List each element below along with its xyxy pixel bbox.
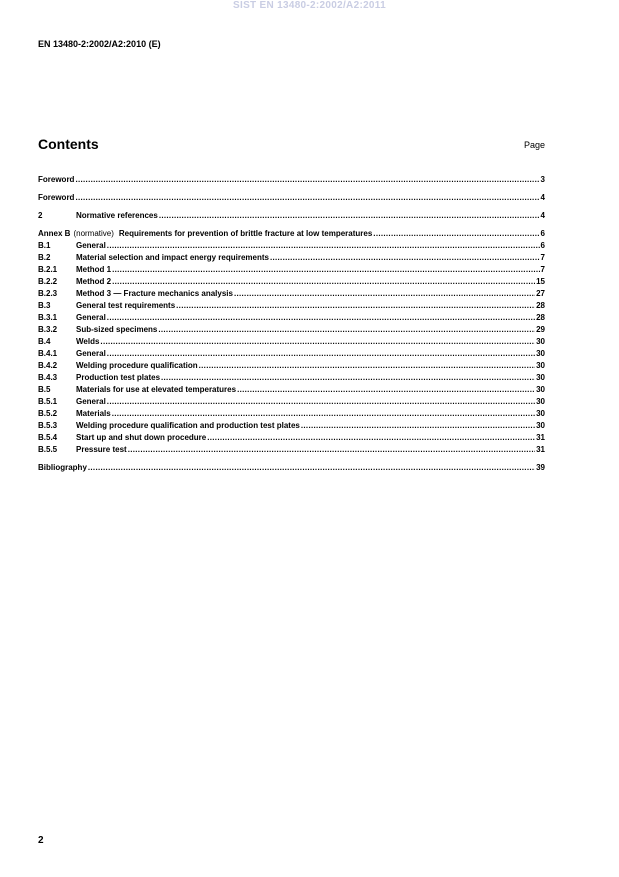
watermark-text: SIST EN 13480-2:2002/A2:2011 xyxy=(233,0,386,11)
toc-entry-b2-2[interactable] xyxy=(38,276,545,288)
toc-entry-title: General xyxy=(76,313,106,322)
toc-entry-number: B.5 xyxy=(38,385,51,394)
toc-leader-dots xyxy=(161,372,535,384)
toc-entry-page: 3 xyxy=(540,175,545,184)
toc-leader-dots xyxy=(75,174,539,186)
toc-entry-title: Sub-sized specimens xyxy=(76,325,158,334)
toc-entry-b5-3[interactable] xyxy=(38,420,545,432)
toc-entry-page: 39 xyxy=(536,463,545,472)
toc-entry-page: 28 xyxy=(536,313,545,322)
toc-entry-number: B.4.3 xyxy=(38,373,58,382)
toc-leader-dots xyxy=(112,276,535,288)
toc-entry-page: 30 xyxy=(536,373,545,382)
toc-entry-number: B.4.1 xyxy=(38,349,58,358)
toc-entry-page: 28 xyxy=(536,301,545,310)
toc-entry-number: B.3.1 xyxy=(38,313,58,322)
toc-entry-number: Annex B xyxy=(38,229,71,238)
toc-entry-foreword-2[interactable] xyxy=(38,192,545,204)
toc-leader-dots xyxy=(301,420,535,432)
toc-entry-page: 6 xyxy=(540,229,545,238)
page-column-label: Page xyxy=(523,140,545,150)
toc-entry-title: Method 3 — Fracture mechanics analysis xyxy=(76,289,233,298)
toc-entry-bibliography[interactable] xyxy=(38,462,545,474)
toc-leader-dots xyxy=(176,300,535,312)
toc-leader-dots xyxy=(88,462,535,474)
toc-entry-foreword[interactable] xyxy=(38,174,545,186)
toc-entry-title: Normative references xyxy=(76,211,158,220)
toc-entry-page: 31 xyxy=(536,433,545,442)
toc-entry-page: 27 xyxy=(536,289,545,298)
toc-leader-dots xyxy=(75,192,539,204)
toc-entry-b4-2[interactable] xyxy=(38,360,545,372)
toc-entry-title: Material selection and impact energy requirements xyxy=(76,253,269,262)
toc-entry-page: 4 xyxy=(540,193,545,202)
toc-entry-title: Foreword xyxy=(38,193,75,202)
toc-entry-b5-2[interactable] xyxy=(38,408,545,420)
toc-entry-number: 2 xyxy=(38,211,43,220)
toc-entry-title: Bibliography xyxy=(38,463,87,472)
toc-entry-title: General test requirements xyxy=(76,301,176,310)
toc-entry-number: B.2.2 xyxy=(38,277,58,286)
toc-entry-page: 30 xyxy=(536,385,545,394)
toc-leader-dots xyxy=(159,210,540,222)
toc-entry-number: B.5.3 xyxy=(38,421,58,430)
toc-leader-dots xyxy=(107,396,535,408)
toc-entry-b2-3[interactable] xyxy=(38,288,545,300)
toc-leader-dots xyxy=(373,228,539,240)
toc-entry-annex-b[interactable] xyxy=(38,228,545,240)
toc-entry-page: 7 xyxy=(540,253,545,262)
toc-leader-dots xyxy=(237,384,535,396)
toc-entry-title: General xyxy=(76,241,106,250)
toc-entry-b3-1[interactable] xyxy=(38,312,545,324)
toc-leader-dots xyxy=(107,312,535,324)
page-number: 2 xyxy=(38,835,44,846)
toc-entry-page: 30 xyxy=(536,421,545,430)
toc-entry-page: 7 xyxy=(540,265,545,274)
page-title: Contents xyxy=(38,136,99,152)
toc-leader-dots xyxy=(270,252,540,264)
toc-entry-title: Requirements for prevention of brittle fracture at low temperatures xyxy=(118,229,373,238)
toc-leader-dots xyxy=(128,444,535,456)
toc-entry-page: 30 xyxy=(536,361,545,370)
toc-entry-b2[interactable] xyxy=(38,252,545,264)
toc-entry-number: B.5.4 xyxy=(38,433,58,442)
toc-entry-b5-1[interactable] xyxy=(38,396,545,408)
toc-leader-dots xyxy=(112,264,539,276)
toc-entry-number: B.5.2 xyxy=(38,409,58,418)
toc-entry-number: B.5.5 xyxy=(38,445,58,454)
document-id: EN 13480-2:2002/A2:2010 (E) xyxy=(38,39,161,49)
toc-entry-title: Start up and shut down procedure xyxy=(76,433,207,442)
toc-leader-dots xyxy=(112,408,535,420)
toc-entry-page: 30 xyxy=(536,397,545,406)
toc-entry-number: B.4 xyxy=(38,337,51,346)
toc-entry-title: Welding procedure qualification xyxy=(76,361,198,370)
toc-entry-normative-references[interactable] xyxy=(38,210,545,222)
toc-entry-title: Materials xyxy=(76,409,111,418)
toc-entry-note xyxy=(73,228,113,240)
toc-entry-title: Foreword xyxy=(38,175,75,184)
toc-entry-b3[interactable] xyxy=(38,300,545,312)
toc-entry-title: Welds xyxy=(76,337,100,346)
toc-leader-dots xyxy=(100,336,535,348)
toc-entry-b5-5[interactable] xyxy=(38,444,545,456)
toc-entry-b5[interactable] xyxy=(38,384,545,396)
toc-entry-title: Production test plates xyxy=(76,373,161,382)
toc-entry-b4-3[interactable] xyxy=(38,372,545,384)
annex-normative-note: (normative) xyxy=(73,229,114,238)
toc-entry-page: 30 xyxy=(536,349,545,358)
table-of-contents xyxy=(38,174,545,474)
toc-entry-page: 6 xyxy=(540,241,545,250)
toc-entry-number: B.5.1 xyxy=(38,397,58,406)
toc-entry-page: 30 xyxy=(536,409,545,418)
toc-leader-dots xyxy=(199,360,535,372)
toc-entry-b4[interactable] xyxy=(38,336,545,348)
toc-entry-page: 31 xyxy=(536,445,545,454)
toc-entry-title: Method 2 xyxy=(76,277,112,286)
toc-entry-title: Welding procedure qualification and production test plates xyxy=(76,421,300,430)
toc-entry-number: B.2.3 xyxy=(38,289,58,298)
toc-entry-page: 4 xyxy=(540,211,545,220)
toc-entry-b2-1[interactable] xyxy=(38,264,545,276)
toc-entry-b5-4[interactable] xyxy=(38,432,545,444)
toc-entry-title: Pressure test xyxy=(76,445,127,454)
toc-leader-dots xyxy=(107,348,535,360)
toc-leader-dots xyxy=(234,288,535,300)
toc-entry-number: B.3 xyxy=(38,301,51,310)
toc-leader-dots xyxy=(207,432,535,444)
toc-entry-b1[interactable] xyxy=(38,240,545,252)
toc-entry-number: B.2 xyxy=(38,253,51,262)
toc-leader-dots xyxy=(107,240,540,252)
toc-entry-b4-1[interactable] xyxy=(38,348,545,360)
toc-entry-title: General xyxy=(76,397,106,406)
toc-entry-number: B.1 xyxy=(38,241,51,250)
toc-entry-number: B.2.1 xyxy=(38,265,58,274)
toc-entry-title: General xyxy=(76,349,106,358)
toc-entry-b3-2[interactable] xyxy=(38,324,545,336)
toc-entry-number: B.4.2 xyxy=(38,361,58,370)
toc-entry-number: B.3.2 xyxy=(38,325,58,334)
toc-leader-dots xyxy=(158,324,535,336)
toc-entry-title: Materials for use at elevated temperatures xyxy=(76,385,237,394)
toc-entry-page: 30 xyxy=(536,337,545,346)
toc-entry-page: 15 xyxy=(536,277,545,286)
toc-entry-page: 29 xyxy=(536,325,545,334)
toc-entry-title: Method 1 xyxy=(76,265,112,274)
